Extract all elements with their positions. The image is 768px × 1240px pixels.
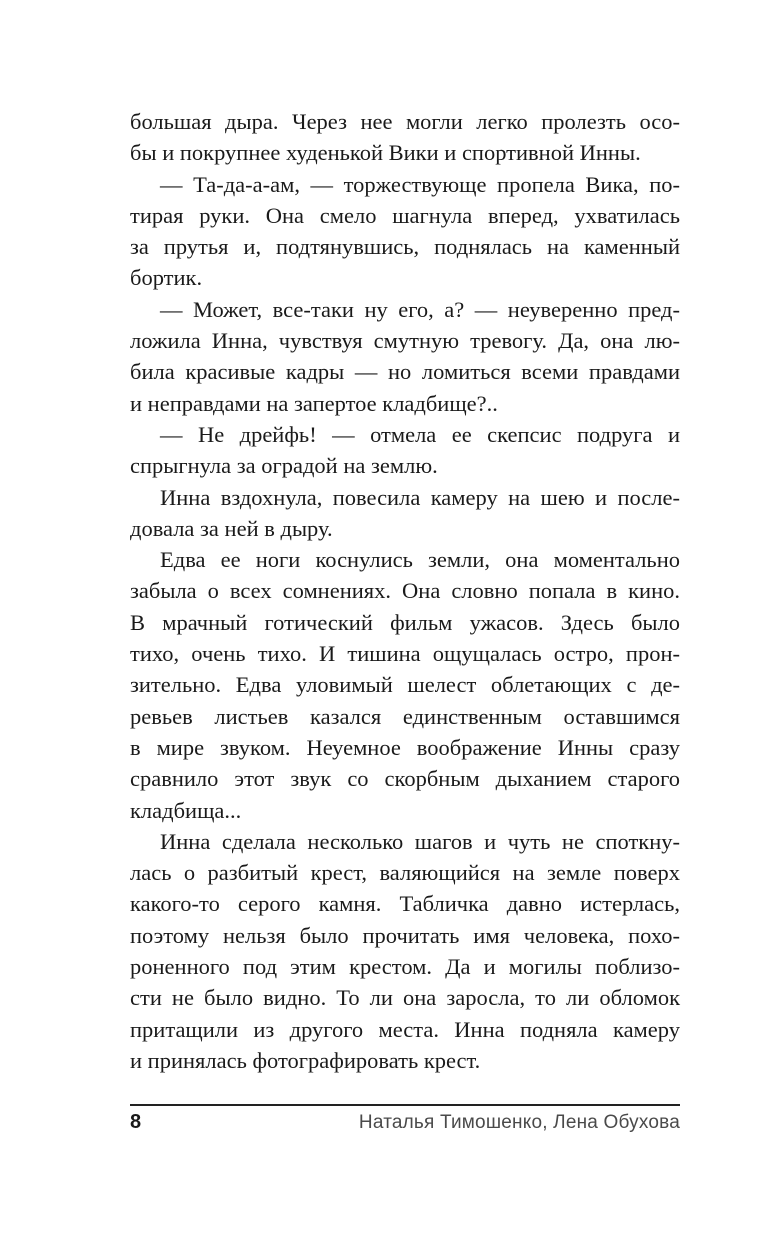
text-line: большая дыра. Через нее могли легко пролезть осо-	[130, 109, 680, 134]
text-line: — Не дрейфь! — отмела ее скепсис подруга и	[160, 421, 680, 447]
text-line: и неправдами на запертое кладбище?..	[130, 390, 498, 416]
text-line: поэтому нельзя было прочитать имя человека, похо-	[130, 922, 680, 948]
text-line: и принялась фотографировать крест.	[130, 1047, 481, 1073]
page-number: 8	[130, 1111, 142, 1133]
text-line: — Та-да-а-ам, — торжествующе пропела Вика, по-	[160, 171, 680, 197]
text-line: за прутья и, подтянувшись, поднялась на каменный	[130, 234, 680, 260]
text-line: роненного под этим крестом. Да и могилы поблизо-	[130, 954, 680, 980]
text-line: бы и покрупнее худенькой Вики и спортивной Инны.	[130, 140, 641, 166]
text-line: тирая руки. Она смело шагнула вперед, ухватилась	[130, 202, 680, 228]
running-head: Наталья Тимошенко, Лена Обухова	[358, 1112, 680, 1133]
footer-rule	[130, 1104, 680, 1106]
text-line: В мрачный готический фильм ужасов. Здесь было	[130, 609, 680, 635]
body-text	[130, 106, 680, 1076]
text-line: Инна вздохнула, повесила камеру на шею и после-	[160, 484, 680, 510]
text-line: сравнило этот звук со скорбным дыханием старого	[130, 766, 680, 792]
text-line: бортик.	[130, 265, 203, 291]
text-line: Едва ее ноги коснулись земли, она моментально	[160, 547, 680, 573]
text-line: в мире звуком. Неуемное воображение Инны сразу	[130, 734, 680, 760]
text-line: лась о разбитый крест, валяющийся на земле поверх	[130, 860, 680, 886]
text-line: зительно. Едва уловимый шелест облетающих с де-	[130, 672, 680, 698]
text-line: забыла о всех сомнениях. Она словно попала в кино.	[130, 578, 680, 604]
text-line: ложила Инна, чувствуя смутную тревогу. Да, она лю-	[130, 328, 680, 354]
text-line: довала за ней в дыру.	[130, 515, 333, 541]
text-line: сти не было видно. То ли она заросла, то ли обломок	[130, 985, 680, 1011]
text-line: кладбища...	[130, 797, 242, 823]
text-line: спрыгнула за оградой на землю.	[130, 453, 438, 479]
text-line: — Может, все-таки ну его, а? — неуверенно пред-	[160, 296, 680, 322]
text-line: притащили из другого места. Инна подняла камеру	[130, 1016, 680, 1042]
text-line: била красивые кадры — но ломиться всеми правдами	[130, 359, 680, 385]
text-line: тихо, очень тихо. И тишина ощущалась остро, прон-	[130, 641, 680, 667]
text-line: ревьев листьев казался единственным оставшимся	[130, 703, 680, 729]
text-line: Инна сделала несколько шагов и чуть не споткну-	[160, 828, 680, 854]
text-line: какого-то серого камня. Табличка давно истерлась,	[130, 891, 680, 917]
